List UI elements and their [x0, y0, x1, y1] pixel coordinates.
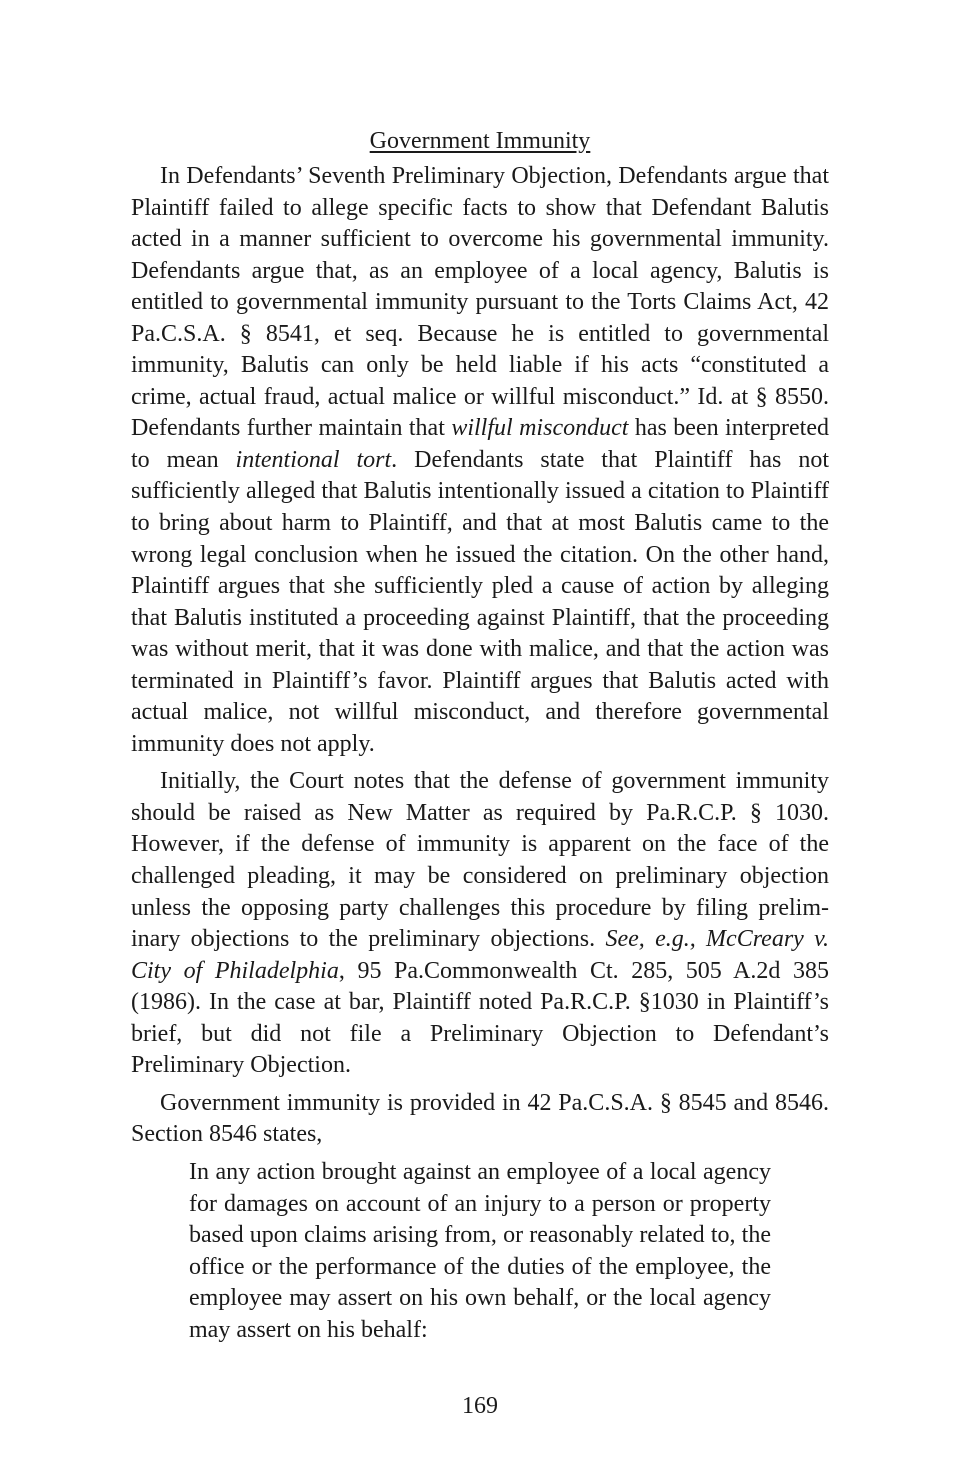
section-heading: Government Immunity	[369, 128, 591, 154]
paragraph-2-citation: See, e.g., McCreary v. City of Philadelphia	[131, 926, 829, 984]
paragraph-1-italic-1: willful misconduct	[451, 415, 629, 442]
paragraph-1-text-1: In Defendants’ Seventh Preliminary Objection, Defendants argue that Plaintiff failed to allege specific facts to show that Defendant Balutis acted in a manner sufficient to overcome his governmental immunity. Defendants argue that, as an employee of a local agency, Balutis is entitled to governmental immunity pursuant to the Torts Claims Act, 42 Pa.C.S.A. § 8541, et seq. Because he is entitled to governmental immunity, Balutis can only be held liable if his acts “constituted a crime, actual fraud, actual malice or willful misconduct.” Id. at § 8550. Defendants further maintain that	[131, 163, 829, 442]
paragraph-1-text-3: . Defendants state that Plaintiff has not sufficiently alleged that Balutis intentionally issued a citation to Plaintiff to bring about harm to Plaintiff, and that at most Balutis came to the wrong legal conclusion when he issued the citation. On the other hand, Plaintiff argues that she sufficiently pled a cause of action by alleging that Balutis instituted a proceeding against Plaintiff, that the proceeding was without merit, that it was done with malice, and that the action was terminated in Plaintiff’s favor. Plaintiff argues that Balutis acted with actual malice, not willful misconduct, and therefore governmental immunity does not apply.	[131, 446, 830, 757]
page-number: 169	[462, 1393, 498, 1419]
block-quote: In any action brought against an employee of a local agency for damages on account of an injury to a person or property based upon claims arising from, or reasonably related to, the office or the performance of the duties of the employee, the employee may assert on his own behalf, or the local agency may assert on his behalf:	[189, 1158, 771, 1343]
paragraph-1-italic-2: intentional tort	[235, 446, 392, 473]
paragraph-1	[131, 161, 829, 760]
paragraph-1-text-2: has been interpreted to mean	[131, 415, 829, 473]
paragraph-2	[131, 766, 829, 1081]
paragraph-2-text-1: Initially, the Court notes that the defense of government immunity should be raised as New Matter as required by Pa.R.C.P. § 1030. However, if the defense of immunity is apparent on the face of the challenged pleading, it may be considered on preliminary objection unless the opposing party challenges this procedure by filing preliminary objections to the preliminary objections.	[131, 768, 829, 953]
paragraph-2-text-2: , 95 Pa.Commonwealth Ct. 285, 505 A.2d 385 (1986). In the case at bar, Plaintiff noted Pa.R.C.P. §1030 in Plaintiff’s brief, but did not file a Preliminary Objection to Defendant’s Preliminary Objection.	[131, 957, 829, 1079]
paragraph-3-text-1: Government immunity is provided in 42 Pa.C.S.A. § 8545 and 8546. Section 8546 states,	[131, 1089, 829, 1148]
body-text	[131, 161, 829, 1346]
paragraph-3	[131, 1088, 829, 1151]
